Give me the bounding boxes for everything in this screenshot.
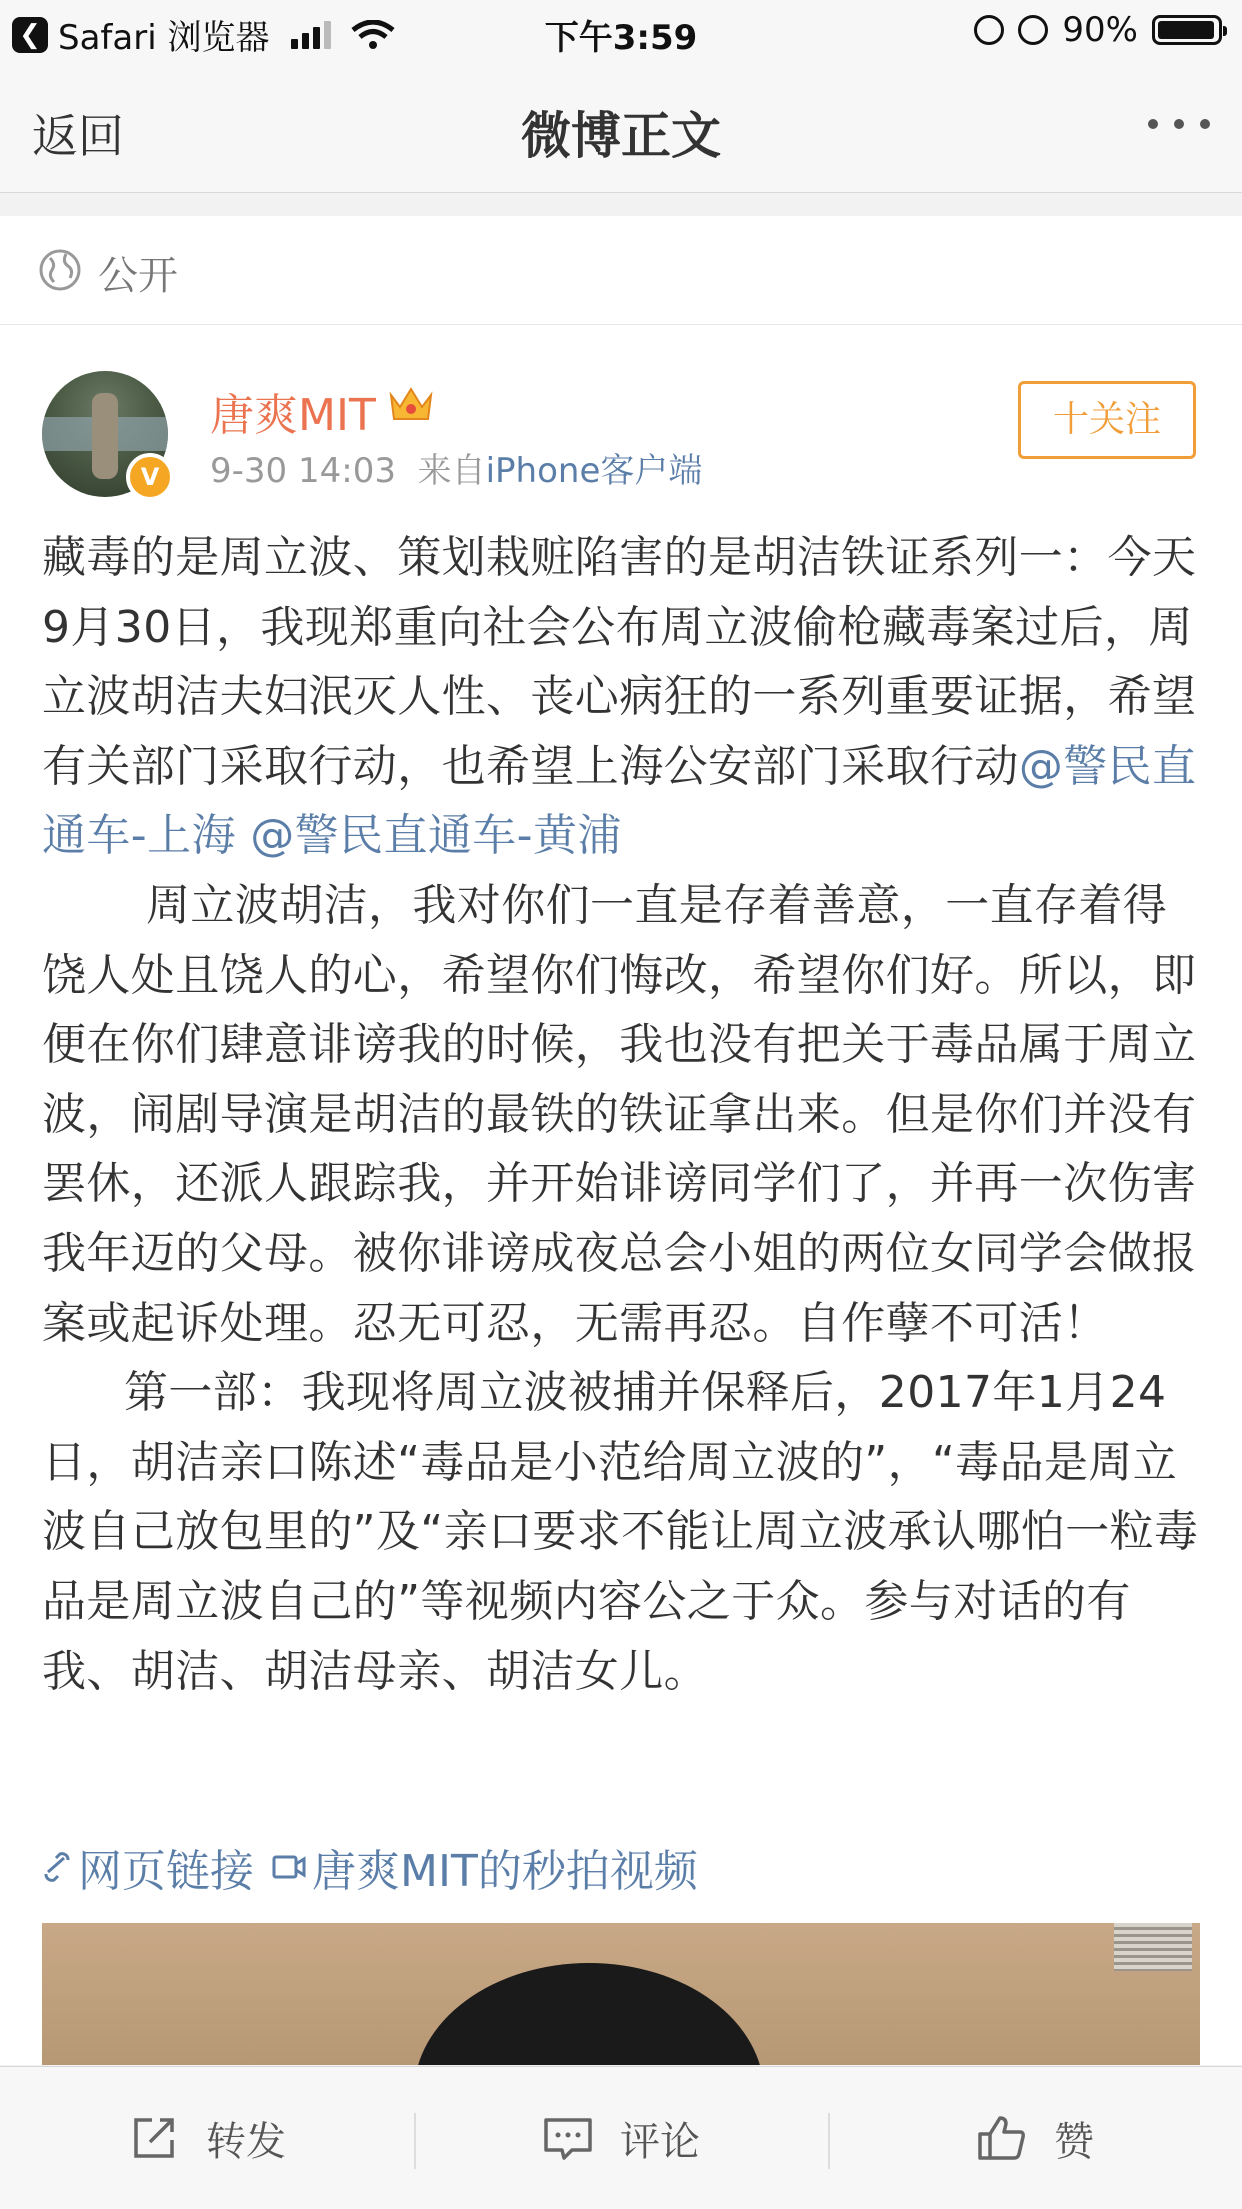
battery-icon	[1152, 15, 1222, 45]
back-arrow-icon[interactable]: ❮	[12, 17, 48, 53]
battery-percent: 90%	[1062, 10, 1138, 50]
mention-shanghai[interactable]: @警民直通车-上海	[42, 740, 1197, 862]
visibility-label: 公开	[98, 253, 178, 299]
more-icon[interactable]	[1148, 104, 1210, 144]
follow-button[interactable]: 十关注	[1018, 381, 1196, 459]
source-prefix: 来自	[417, 451, 486, 491]
post-links	[42, 1835, 698, 1899]
rotation-lock-icon	[974, 15, 1004, 45]
video-link[interactable]: 唐爽MIT的秒拍视频	[312, 1846, 698, 1897]
comment-icon	[542, 2112, 594, 2164]
back-app-label[interactable]: Safari 浏览器	[58, 18, 270, 58]
crown-icon	[388, 383, 434, 423]
repost-icon	[128, 2112, 180, 2164]
username[interactable]: 唐爽MIT	[210, 390, 376, 441]
status-time: 下午3:59	[544, 18, 698, 58]
post-card	[0, 325, 1242, 2065]
post-source[interactable]: iPhone客户端	[485, 451, 703, 491]
post-body	[42, 523, 1202, 1706]
signal-icon	[291, 21, 331, 49]
wifi-icon	[351, 20, 395, 50]
visibility-row	[0, 216, 1242, 325]
post-timestamp: 9-30 14:03	[210, 451, 396, 491]
repost-button[interactable]	[0, 2067, 414, 2209]
post-paragraph-2: 周立波胡洁，我对你们一直是存着善意，一直存着得饶人处且饶人的心，希望你们悔改，希望你们好。所以，即便在你们肆意诽谤我的时候，我也没有把关于毒品属于周立波，闹剧导演是胡洁的最铁的铁证拿出来。但是你们并没有罢休，还派人跟踪我，并开始诽谤同学们了，并再一次伤害我年迈的父母。被你诽谤成夜总会小姐的两位女同学会做报案或起诉处理。忍无可忍，无需再忍。自作孽不可活！	[42, 879, 1197, 1349]
video-thumbnail[interactable]	[42, 1923, 1200, 2065]
paragraph-1-text: 藏毒的是周立波、策划栽赃陷害的是胡洁铁证系列一：今天9月30日，我现郑重向社会公布周立波偷枪藏毒案过后，周立波胡洁夫妇泯灭人性、丧心病狂的一系列重要证据，希望有关部门采取行动，也希望上海公安部门采取行动	[42, 532, 1197, 792]
comment-label: 评论	[620, 2118, 700, 2165]
nav-bar	[0, 62, 1242, 193]
status-left	[12, 10, 395, 59]
like-label: 赞	[1054, 2118, 1094, 2165]
repost-label: 转发	[206, 2118, 286, 2165]
mention-huangpu[interactable]: @警民直通车-黄浦	[250, 810, 622, 862]
web-link[interactable]: 网页链接	[78, 1846, 254, 1897]
like-icon	[976, 2112, 1028, 2164]
video-icon	[272, 1852, 306, 1882]
back-button[interactable]: 返回	[32, 109, 124, 163]
alarm-icon	[1018, 15, 1048, 45]
status-bar	[0, 0, 1242, 62]
post-meta	[210, 443, 702, 492]
page-title: 微博正文	[521, 107, 721, 165]
like-button[interactable]	[828, 2067, 1242, 2209]
post-paragraph-1	[42, 523, 1202, 871]
globe-icon	[38, 248, 82, 292]
link-icon	[42, 1850, 72, 1884]
status-right	[974, 10, 1222, 50]
bottom-toolbar	[0, 2066, 1242, 2209]
post-paragraph-3: 第一部：我现将周立波被捕并保释后，2017年1月24日，胡洁亲口陈述“毒品是小范给周立波的”，“毒品是周立波自己放包里的”及“亲口要求不能让周立波承认哪怕一粒毒品是周立波自己的”等视频内容公之于众。参与对话的有我、胡洁、胡洁母亲、胡洁女儿。	[42, 1367, 1199, 1697]
comment-button[interactable]	[414, 2067, 828, 2209]
verified-icon: V	[126, 453, 174, 501]
